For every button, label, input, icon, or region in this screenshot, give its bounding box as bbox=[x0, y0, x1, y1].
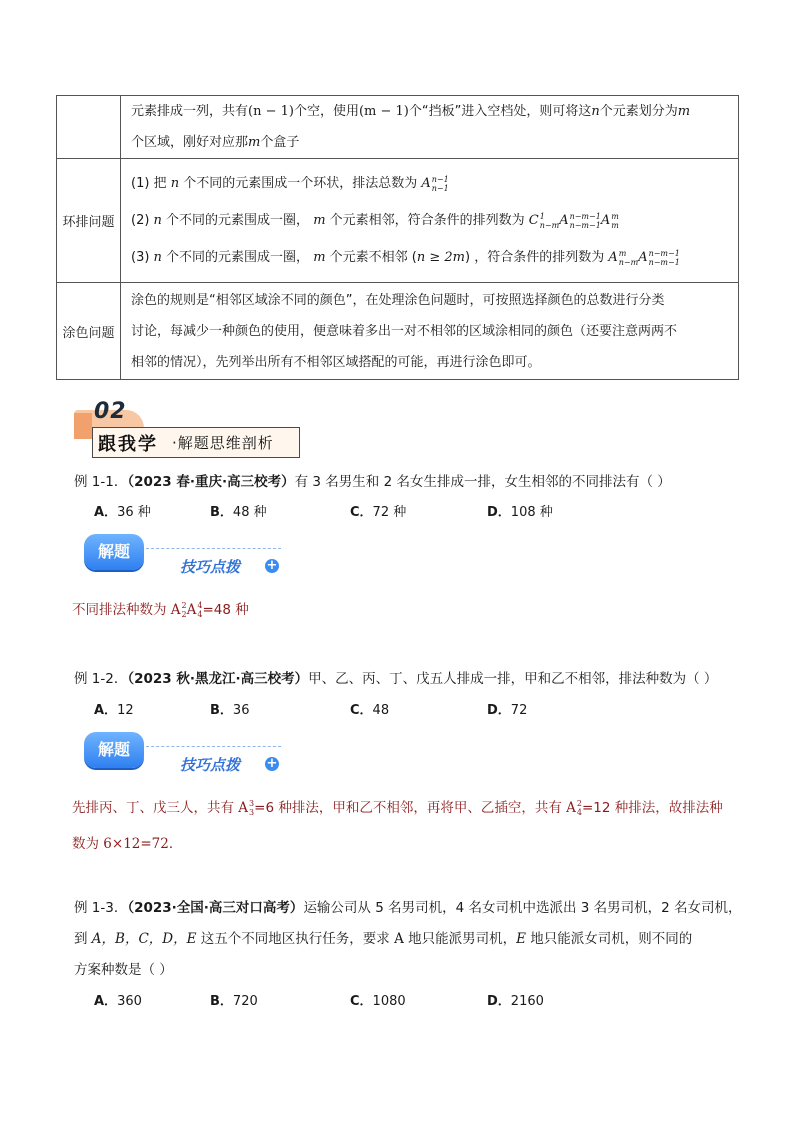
dashed-divider bbox=[146, 548, 281, 549]
option-key: D． bbox=[487, 994, 511, 1009]
text-segment: ) ，符合条件的排列数为 bbox=[465, 250, 609, 265]
text-segment: 个“挡板”进入空档处，则可将这 bbox=[408, 104, 592, 119]
option-value: 48 bbox=[372, 703, 390, 718]
perm-symbol bbox=[601, 202, 619, 239]
text-segment: 个元素不相邻 ( bbox=[325, 250, 417, 265]
content-line bbox=[131, 202, 730, 239]
perm-indices bbox=[540, 212, 559, 230]
row-content bbox=[121, 283, 739, 380]
perm-sup: 3 bbox=[249, 799, 255, 808]
option-value: 2160 bbox=[510, 994, 544, 1009]
content-line: 相邻的情况），先列举出所有不相邻区域搭配的可能，再进行涂色即可。 bbox=[131, 354, 541, 370]
content-line: 讨论，每减少一种颜色的使用，便意味着多出一对不相邻的区域涂相同的颜色（还要注意两两不 bbox=[131, 323, 678, 339]
option-key: D． bbox=[487, 505, 511, 520]
content-line bbox=[131, 165, 730, 202]
perm-sub: n−m bbox=[539, 220, 560, 230]
perm-letter: A bbox=[638, 250, 648, 265]
row-label bbox=[57, 96, 121, 159]
text-segment: 个盒子 bbox=[260, 135, 300, 150]
option-value: 720 bbox=[232, 994, 258, 1009]
option-key: B． bbox=[210, 703, 233, 718]
option-c[interactable] bbox=[350, 699, 389, 718]
question-prefix: 例 1-3． bbox=[74, 900, 128, 916]
text-segment: 不同排法种数为 bbox=[72, 602, 171, 618]
answer-2-line-2 bbox=[72, 832, 182, 852]
option-d[interactable] bbox=[487, 501, 553, 520]
perm-sup: 2 bbox=[576, 799, 582, 808]
math-var: n bbox=[153, 213, 162, 228]
text-segment: 个区域，刚好对应那 bbox=[131, 135, 249, 150]
text-segment: =12 种排法，故排法种 bbox=[581, 800, 723, 816]
text-segment: =6 种排法，甲和乙不相邻，再将甲、乙插空，共有 bbox=[254, 800, 567, 816]
math-var: n bbox=[170, 176, 180, 191]
perm-sub: 4 bbox=[576, 808, 582, 817]
solve-badge: 解题 bbox=[84, 732, 144, 768]
math-var: m bbox=[677, 104, 691, 119]
option-key: C． bbox=[350, 703, 373, 718]
content-line bbox=[131, 127, 730, 158]
content-line bbox=[131, 96, 730, 127]
math-expr: A，B，C，D，E bbox=[91, 931, 197, 947]
perm-letter: A bbox=[600, 213, 611, 228]
text-segment: =48 种 bbox=[202, 602, 249, 618]
perm-letter: A bbox=[608, 250, 618, 265]
perm-sup: m bbox=[618, 248, 627, 258]
tip-label: 技巧点拨 bbox=[180, 756, 241, 774]
option-a[interactable] bbox=[94, 699, 134, 718]
question-source: （2023 春·重庆·高三校考） bbox=[127, 474, 295, 490]
perm-symbol bbox=[421, 165, 448, 202]
plus-icon[interactable]: + bbox=[266, 558, 278, 573]
option-c[interactable] bbox=[350, 990, 406, 1009]
option-value: 12 bbox=[117, 703, 134, 718]
perm-sup: n−1 bbox=[431, 174, 449, 184]
perm-symbol bbox=[238, 799, 254, 817]
text-segment: 个元素划分为 bbox=[599, 104, 678, 119]
math-var: A bbox=[394, 931, 404, 947]
perm-sup: 1 bbox=[539, 211, 545, 221]
row-content bbox=[121, 96, 739, 159]
text-segment: (3) bbox=[131, 250, 154, 265]
option-value: 108 种 bbox=[510, 505, 553, 520]
math-var: m bbox=[248, 135, 261, 150]
content-line: 涂色的规则是“相邻区域涂不同的颜色”，在处理涂色问题时，可按照选择颜色的总数进行分类 bbox=[131, 292, 665, 308]
perm-sub: n−1 bbox=[431, 183, 449, 193]
perm-sub: 4 bbox=[197, 610, 203, 619]
text-segment: 先排丙、丁、戊三人，共有 bbox=[72, 800, 239, 816]
question-prefix: 例 1-2． bbox=[74, 671, 128, 687]
perm-indices bbox=[619, 249, 638, 267]
option-key: A． bbox=[94, 994, 118, 1009]
option-key: B． bbox=[210, 505, 233, 520]
perm-sup: 4 bbox=[197, 601, 203, 610]
option-b[interactable] bbox=[210, 699, 249, 718]
math-expr: 6×12=72 bbox=[103, 836, 169, 852]
content-line bbox=[131, 239, 730, 276]
option-b[interactable] bbox=[210, 990, 258, 1009]
option-key: C． bbox=[350, 505, 373, 520]
option-b[interactable] bbox=[210, 501, 267, 520]
perm-sub: n−m−1 bbox=[569, 220, 601, 230]
option-value: 36 种 bbox=[117, 505, 151, 520]
perm-indices bbox=[649, 249, 680, 267]
question-prefix: 例 1-1． bbox=[74, 474, 128, 490]
option-a[interactable] bbox=[94, 501, 151, 520]
question-text: 运输公司从 5 名男司机，4 名女司机中选派出 3 名男司机，2 名女司机， bbox=[303, 900, 742, 916]
math-expr: (n − 1) bbox=[248, 104, 294, 119]
solve-badge: 解题 bbox=[84, 534, 144, 570]
perm-letter: A bbox=[170, 602, 181, 618]
math-var: n bbox=[591, 104, 600, 119]
perm-symbol bbox=[529, 202, 559, 239]
math-var: E bbox=[516, 931, 526, 947]
tip-label: 技巧点拨 bbox=[180, 558, 241, 576]
row-label: 环排问题 bbox=[57, 159, 121, 283]
perm-sub: n−m bbox=[618, 257, 639, 267]
option-value: 36 bbox=[232, 703, 250, 718]
question-3-line-2 bbox=[74, 927, 692, 947]
table-row bbox=[57, 283, 739, 380]
section-title-bold: 跟我学 bbox=[98, 434, 158, 455]
question-1 bbox=[74, 470, 671, 490]
perm-symbol bbox=[566, 799, 582, 817]
text-segment: 元素排成一列，共有 bbox=[131, 104, 249, 119]
option-value: 72 种 bbox=[372, 505, 407, 520]
table-row bbox=[57, 96, 739, 159]
text-segment: 个不同的元素围成一圈， bbox=[161, 213, 314, 228]
option-key: A． bbox=[94, 505, 118, 520]
perm-symbol bbox=[638, 239, 680, 276]
math-var: m bbox=[313, 250, 326, 265]
perm-sub: n−m−1 bbox=[648, 257, 680, 267]
option-key: C． bbox=[350, 994, 373, 1009]
math-expr: (m − 1) bbox=[358, 104, 409, 119]
text-segment: 个空，使用 bbox=[293, 104, 359, 119]
question-text: 甲、乙、丙、丁、戊五人排成一排，甲和乙不相邻，排法种数为（ ） bbox=[308, 671, 718, 687]
option-d[interactable] bbox=[487, 699, 527, 718]
question-3-line-3: 方案种数是（ ） bbox=[74, 962, 173, 978]
question-source: （2023·全国·高三对口高考） bbox=[127, 900, 304, 916]
option-value: 48 种 bbox=[232, 505, 267, 520]
section-tab-shadow bbox=[74, 413, 92, 439]
plus-icon[interactable]: + bbox=[266, 756, 278, 771]
text-segment: 这五个不同地区执行任务，要求 bbox=[196, 931, 395, 947]
answer-2-line-1 bbox=[72, 796, 723, 817]
math-expr: n ≥ 2m bbox=[416, 250, 465, 265]
text-segment: 数为 bbox=[72, 836, 104, 852]
perm-symbol bbox=[187, 601, 203, 619]
option-key: D． bbox=[487, 703, 511, 718]
question-source: （2023 秋·黑龙江·高三校考） bbox=[127, 671, 309, 687]
perm-letter: A bbox=[238, 800, 249, 816]
text-segment: 地只能派女司机，则不同的 bbox=[525, 931, 693, 947]
perm-sub: m bbox=[611, 220, 619, 230]
perm-sup: n−m−1 bbox=[569, 211, 601, 221]
perm-sup: n−m−1 bbox=[648, 248, 680, 258]
text-segment: (2) bbox=[131, 213, 154, 228]
perm-letter: A bbox=[559, 213, 569, 228]
math-var: m bbox=[313, 213, 326, 228]
option-key: B． bbox=[210, 994, 233, 1009]
perm-symbol bbox=[559, 202, 601, 239]
text-segment: ． bbox=[168, 836, 183, 852]
perm-letter: C bbox=[528, 213, 539, 228]
perm-sub: 3 bbox=[249, 808, 255, 817]
option-value: 1080 bbox=[372, 994, 406, 1009]
question-3 bbox=[74, 896, 742, 916]
math-var: n bbox=[153, 250, 162, 265]
section-number: 02 bbox=[94, 399, 127, 424]
perm-sup: 2 bbox=[181, 601, 187, 610]
perm-sub: 2 bbox=[181, 610, 187, 619]
question-2 bbox=[74, 667, 717, 687]
option-value: 72 bbox=[510, 703, 528, 718]
perm-letter: A bbox=[186, 602, 197, 618]
summary-table bbox=[56, 95, 739, 380]
question-text: 有 3 名男生和 2 名女生排成一排，女生相邻的不同排法有（ ） bbox=[294, 474, 671, 490]
perm-letter: A bbox=[421, 176, 431, 191]
text-segment: 个元素相邻，符合条件的排列数为 bbox=[325, 213, 529, 228]
perm-symbol bbox=[608, 239, 638, 276]
option-c[interactable] bbox=[350, 501, 406, 520]
text-segment: 个不同的元素围成一个环状，排法总数为 bbox=[179, 176, 422, 191]
option-key: A． bbox=[94, 703, 118, 718]
text-segment: 个不同的元素围成一圈， bbox=[161, 250, 314, 265]
answer-1 bbox=[72, 598, 249, 619]
perm-indices bbox=[570, 212, 601, 230]
section-title-rest: ·解题思维剖析 bbox=[172, 434, 274, 452]
text-segment: (1) 把 bbox=[131, 176, 171, 191]
perm-symbol bbox=[171, 601, 187, 619]
text-segment: 到 bbox=[74, 931, 92, 947]
perm-letter: A bbox=[566, 800, 576, 816]
perm-sup: m bbox=[611, 211, 619, 221]
row-label: 涂色问题 bbox=[57, 283, 121, 380]
text-segment: 地只能派男司机， bbox=[403, 931, 517, 947]
perm-indices bbox=[611, 212, 619, 230]
option-a[interactable] bbox=[94, 990, 142, 1009]
table-row bbox=[57, 159, 739, 283]
option-d[interactable] bbox=[487, 990, 544, 1009]
option-value: 360 bbox=[117, 994, 142, 1009]
dashed-divider bbox=[146, 746, 281, 747]
perm-indices bbox=[432, 175, 449, 193]
row-content bbox=[121, 159, 739, 283]
